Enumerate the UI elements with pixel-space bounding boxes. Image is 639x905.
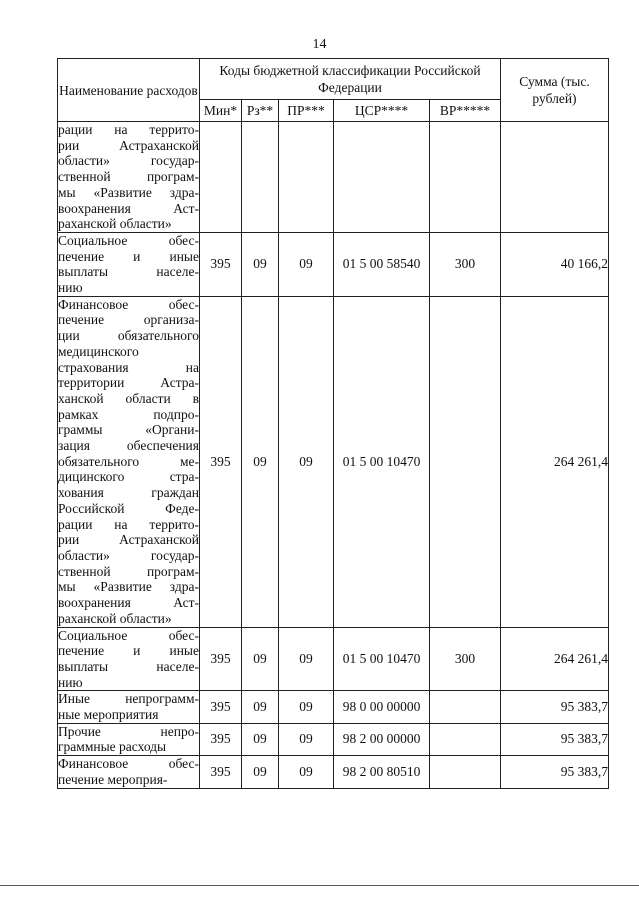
row-name-line: области» государ- xyxy=(58,153,199,169)
row-name-line: медицинского xyxy=(58,343,139,359)
row-name-line: Социальное обес- xyxy=(58,232,199,248)
row-name-line: ственной програм- xyxy=(58,563,199,579)
cell-csr: 98 2 00 00000 xyxy=(334,723,430,755)
header-rz: Рз** xyxy=(242,100,279,122)
header-pr: ПР*** xyxy=(279,100,334,122)
row-name-line: Российской Феде- xyxy=(58,500,199,516)
row-name-line: воохранения Аст- xyxy=(58,595,199,611)
cell-pr xyxy=(279,122,334,233)
row-name-line: хования граждан xyxy=(58,485,199,501)
cell-vr: 300 xyxy=(430,232,501,296)
row-name-line: страхования на xyxy=(58,359,199,375)
row-name-line: печение и иные xyxy=(58,643,199,659)
row-name-line: Финансовое обес- xyxy=(58,296,199,312)
table-row xyxy=(58,723,609,755)
bottom-rule xyxy=(0,885,639,886)
page-number: 14 xyxy=(312,37,327,52)
cell-vr xyxy=(430,122,501,233)
row-name-line: раханской области» xyxy=(58,610,172,626)
row-name-line: мы «Развитие здра- xyxy=(58,579,199,595)
cell-min: 395 xyxy=(200,232,242,296)
row-name-line: Финансовое обес- xyxy=(58,756,199,772)
cell-vr xyxy=(430,691,501,723)
row-name-line: мы «Развитие здра- xyxy=(58,184,199,200)
header-sum: Сумма (тыс. рублей) xyxy=(501,59,609,122)
table-row xyxy=(58,296,609,627)
cell-csr: 98 2 00 80510 xyxy=(334,756,430,788)
row-name-line: нию xyxy=(58,280,83,296)
header-min: Мин* xyxy=(200,100,242,122)
table-row xyxy=(58,122,609,233)
row-name-line: рамках подпро- xyxy=(58,406,199,422)
cell-sum: 40 166,2 xyxy=(501,232,609,296)
cell-pr: 09 xyxy=(279,691,334,723)
cell-rz: 09 xyxy=(242,756,279,788)
cell-csr xyxy=(334,122,430,233)
table-row xyxy=(58,756,609,788)
row-name-line: выплаты населе- xyxy=(58,264,199,280)
cell-rz xyxy=(242,122,279,233)
row-name-line: территории Астра- xyxy=(58,375,199,391)
row-name-line: рии Астраханской xyxy=(58,532,199,548)
row-name-line: рации на террито- xyxy=(58,122,199,137)
row-name-line: области» государ- xyxy=(58,547,199,563)
row-name-line: дицинского стра- xyxy=(58,469,199,485)
row-name-line: рии Астраханской xyxy=(58,137,199,153)
cell-rz: 09 xyxy=(242,296,279,627)
cell-rz: 09 xyxy=(242,232,279,296)
cell-sum: 264 261,4 xyxy=(501,627,609,691)
cell-vr xyxy=(430,723,501,755)
cell-min: 395 xyxy=(200,627,242,691)
cell-pr: 09 xyxy=(279,232,334,296)
row-name-line: граммные расходы xyxy=(58,739,167,755)
row-name xyxy=(58,296,200,627)
row-name xyxy=(58,122,200,233)
header-name: Наименование расходов xyxy=(58,59,200,122)
cell-pr: 09 xyxy=(279,756,334,788)
cell-csr: 01 5 00 10470 xyxy=(334,627,430,691)
cell-sum: 95 383,7 xyxy=(501,723,609,755)
cell-min: 395 xyxy=(200,296,242,627)
row-name-line: раханской области» xyxy=(58,216,172,232)
row-name xyxy=(58,691,200,723)
cell-sum: 264 261,4 xyxy=(501,296,609,627)
table-row xyxy=(58,232,609,296)
cell-min: 395 xyxy=(200,756,242,788)
cell-csr: 01 5 00 58540 xyxy=(334,232,430,296)
row-name-line: выплаты населе- xyxy=(58,658,199,674)
budget-table xyxy=(57,58,609,789)
cell-sum: 95 383,7 xyxy=(501,691,609,723)
cell-rz: 09 xyxy=(242,627,279,691)
row-name-line: ные мероприятия xyxy=(58,707,159,723)
row-name xyxy=(58,756,200,788)
cell-vr xyxy=(430,756,501,788)
cell-csr: 01 5 00 10470 xyxy=(334,296,430,627)
row-name-line: печение мероприя- xyxy=(58,771,168,787)
row-name-line: Социальное обес- xyxy=(58,627,199,643)
cell-vr: 300 xyxy=(430,627,501,691)
cell-csr: 98 0 00 00000 xyxy=(334,691,430,723)
cell-vr xyxy=(430,296,501,627)
header-vr: ВР***** xyxy=(430,100,501,122)
row-name xyxy=(58,723,200,755)
row-name-line: ханской области в xyxy=(58,390,199,406)
table-row xyxy=(58,627,609,691)
row-name-line: зация обеспечения xyxy=(58,438,199,454)
row-name-line: нию xyxy=(58,674,83,690)
cell-pr: 09 xyxy=(279,627,334,691)
row-name-line: воохранения Аст- xyxy=(58,200,199,216)
row-name-line: печение и иные xyxy=(58,248,199,264)
cell-sum xyxy=(501,122,609,233)
cell-rz: 09 xyxy=(242,723,279,755)
row-name xyxy=(58,232,200,296)
header-csr: ЦСР**** xyxy=(334,100,430,122)
row-name-line: Иные непрограмм- xyxy=(58,691,199,707)
cell-pr: 09 xyxy=(279,723,334,755)
cell-pr: 09 xyxy=(279,296,334,627)
cell-sum: 95 383,7 xyxy=(501,756,609,788)
header-codes-group: Коды бюджетной классификации Российской Федерации xyxy=(200,59,501,100)
cell-min: 395 xyxy=(200,691,242,723)
row-name-line: ции обязательного xyxy=(58,328,199,344)
row-name-line: печение организа- xyxy=(58,312,199,328)
row-name-line: рации на террито- xyxy=(58,516,199,532)
row-name-line: граммы «Органи- xyxy=(58,422,199,438)
cell-min xyxy=(200,122,242,233)
row-name-line: ственной програм- xyxy=(58,169,199,185)
row-name-line: обязательного ме- xyxy=(58,453,199,469)
cell-rz: 09 xyxy=(242,691,279,723)
row-name-line: Прочие непро- xyxy=(58,723,199,739)
table-row xyxy=(58,691,609,723)
cell-min: 395 xyxy=(200,723,242,755)
row-name xyxy=(58,627,200,691)
